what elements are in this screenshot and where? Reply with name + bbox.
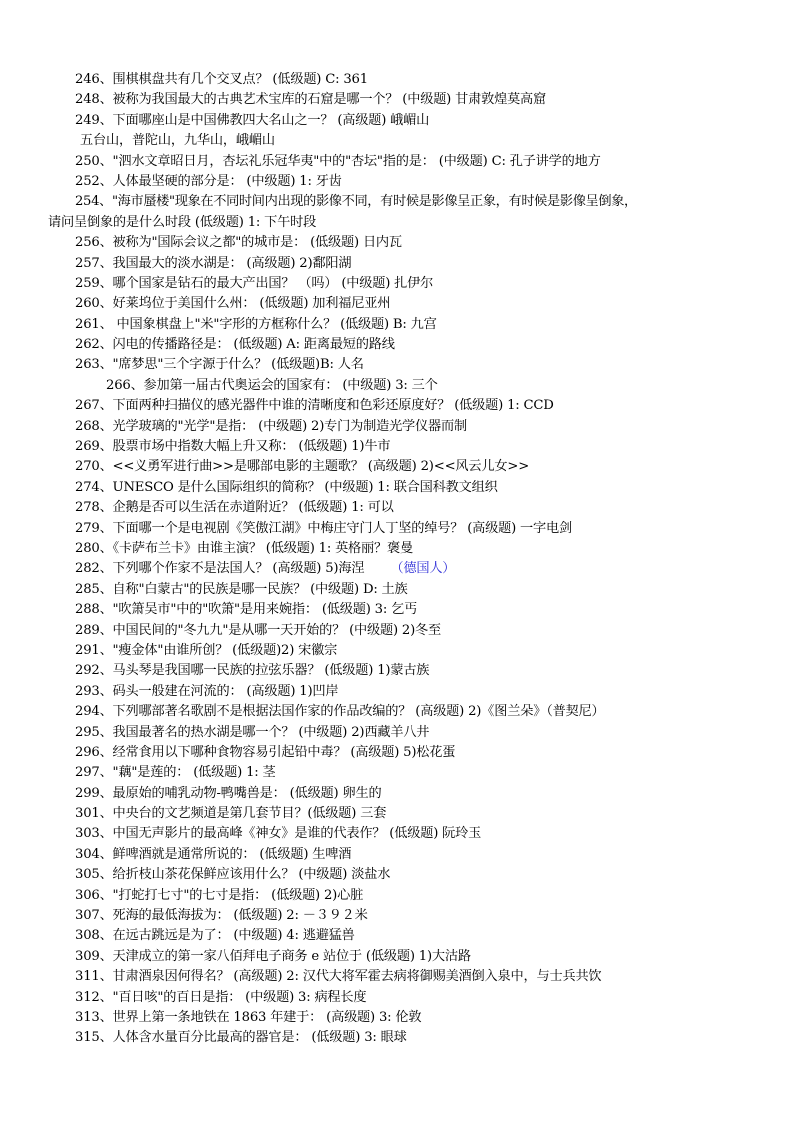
question-line: 267、下面两种扫描仪的感光器件中谁的清晰度和色彩还原度好？ (低级题) 1: CCD (75, 398, 554, 414)
question-line: 250、"泗水文章昭日月，杏坛礼乐冠华夷"中的"杏坛"指的是： (中级题) C: 孔子讲学的地方 (75, 153, 601, 169)
question-line: 256、被称为"国际会议之都"的城市是： (低级题) 日内瓦 (75, 235, 402, 251)
question-line: 257、我国最大的淡水湖是： (高级题) 2)鄱阳湖 (75, 255, 352, 271)
question-line: 252、人体最坚硬的部分是： (中级题) 1: 牙齿 (75, 173, 342, 189)
question-line: 268、光学玻璃的"光学"是指： (中级题) 2)专门为制造光学仪器而制 (75, 418, 467, 434)
question-continuation-line: 请问呈倒象的是什么时段 (低级题) 1: 下午时段 (48, 214, 317, 230)
question-line: 260、好莱坞位于美国什么州： (低级题) 加利福尼亚州 (75, 296, 391, 312)
question-line: 262、闪电的传播路径是： (低级题) A: 距离最短的路线 (75, 337, 395, 353)
question-line: 297、"藕"是莲的： (低级题) 1: 茎 (75, 765, 276, 781)
question-line: 308、在远古跳远是为了： (中级题) 4: 逃避猛兽 (75, 928, 355, 944)
answer-options-line: 五台山，普陀山，九华山，峨嵋山 (80, 133, 275, 149)
question-line: 279、下面哪一个是电视剧《笑傲江湖》中梅庄守门人丁坚的绰号？ (高级题) 一字电剑 (75, 520, 573, 536)
question-line: 270、<<义勇军进行曲>>是哪部电影的主题歌？ (高级题) 2)<<风云儿女>> (75, 459, 530, 475)
question-line: 311、甘肃酒泉因何得名？ (高级题) 2: 汉代大将军霍去病将御赐美酒倒入泉中，与士兵共饮 (75, 969, 602, 985)
question-line: 269、股票市场中指数大幅上升又称： (低级题) 1)牛市 (75, 439, 391, 455)
question-line: 315、人体含水量百分比最高的器官是： (低级题) 3: 眼球 (75, 1030, 407, 1046)
question-line: 313、世界上第一条地铁在 1863 年建于： (高级题) 3: 伦敦 (75, 1009, 422, 1025)
question-line: 285、自称"白蒙古"的民族是哪一民族？ (中级题) D: 土族 (75, 581, 408, 597)
question-line: 249、下面哪座山是中国佛教四大名山之一？ (高级题) 峨嵋山 (75, 112, 430, 128)
question-line: 303、中国无声影片的最高峰《神女》是谁的代表作？ (低级题) 阮玲玉 (75, 826, 482, 842)
question-line (0, 559, 794, 579)
question-line: 306、"打蛇打七寸"的七寸是指： (低级题) 2)心脏 (75, 887, 364, 903)
question-line: 278、企鹅是否可以生活在赤道附近？ (低级题) 1: 可以 (75, 500, 394, 516)
question-line: 294、下列哪部著名歌剧不是根据法国作家的作品改编的？ (高级题) 2)《图兰朵》（普契尼） (75, 704, 605, 720)
question-line: 288、"吹箫吴市"中的"吹箫"是用来婉指： (低级题) 3: 乞丐 (75, 602, 418, 618)
question-line: 266、参加第一届古代奥运会的国家有： (中级题) 3: 三个 (106, 377, 438, 393)
question-line: 301、中央台的文艺频道是第几套节目？(低级题) 三套 (75, 806, 387, 822)
question-line: 291、"瘦金体"由谁所创？ (低级题)2) 宋徽宗 (75, 642, 338, 658)
question-line: 299、最原始的哺乳动物-鸭嘴兽是： (低级题) 卵生的 (75, 785, 382, 801)
question-line: 312、"百日咳"的百日是指： (中级题) 3: 病程长度 (75, 989, 367, 1005)
question-line: 304、鲜啤酒就是通常所说的： (低级题) 生啤酒 (75, 846, 352, 862)
question-line: 280、《卡萨布兰卡》由谁主演？ (低级题) 1: 英格丽？褒曼 (75, 540, 413, 556)
document-page (0, 70, 794, 1049)
answer-note: （德国人） (390, 561, 456, 577)
question-line: 293、码头一般建在河流的： (高级题) 1)凹岸 (75, 683, 339, 699)
question-line: 292、马头琴是我国哪一民族的拉弦乐器？ (低级题) 1)蒙古族 (75, 663, 430, 679)
question-line: 248、被称为我国最大的古典艺术宝库的石窟是哪一个？ (中级题) 甘肃敦煌莫高窟 (75, 92, 547, 108)
question-line: 289、中国民间的"冬九九"是从哪一天开始的？ (中级题) 2)冬至 (75, 622, 442, 638)
question-line: 259、哪个国家是钻石的最大产出国？ （吗） (中级题) 扎伊尔 (75, 275, 434, 291)
question-line: 254、"海市蜃楼"现象在不同时间内出现的影像不同，有时候是影像呈正象，有时候是影像呈倒象， (75, 194, 637, 210)
question-line: 261、 中国象棋盘上"米"字形的方框称什么？ (低级题) B: 九宫 (75, 316, 437, 332)
question-line: 295、我国最著名的热水湖是哪一个？ (中级题) 2)西藏羊八井 (75, 724, 430, 740)
question-line: 263、"席梦思"三个字源于什么？ (低级题)B: 人名 (75, 357, 364, 373)
question-line: 274、UNESCO 是什么国际组织的简称？ (中级题) 1: 联合国科教文组织 (75, 479, 498, 495)
question-line: 309、天津成立的第一家八佰拜电子商务 e 站位于 (低级题) 1)大沽路 (75, 948, 471, 964)
question-line: 246、围棋棋盘共有几个交叉点？ (低级题) C: 361 (75, 72, 368, 87)
question-line: 307、死海的最低海拔为： (低级题) 2: －３９２米 (75, 908, 368, 924)
question-text: 282、下列哪个作家不是法国人？ (高级题) 5)海涅 (75, 561, 365, 577)
question-line: 296、经常食用以下哪种食物容易引起铅中毒？ (高级题) 5)松花蛋 (75, 744, 456, 760)
question-line: 305、给折枝山茶花保鲜应该用什么？ (中级题) 淡盐水 (75, 867, 391, 883)
